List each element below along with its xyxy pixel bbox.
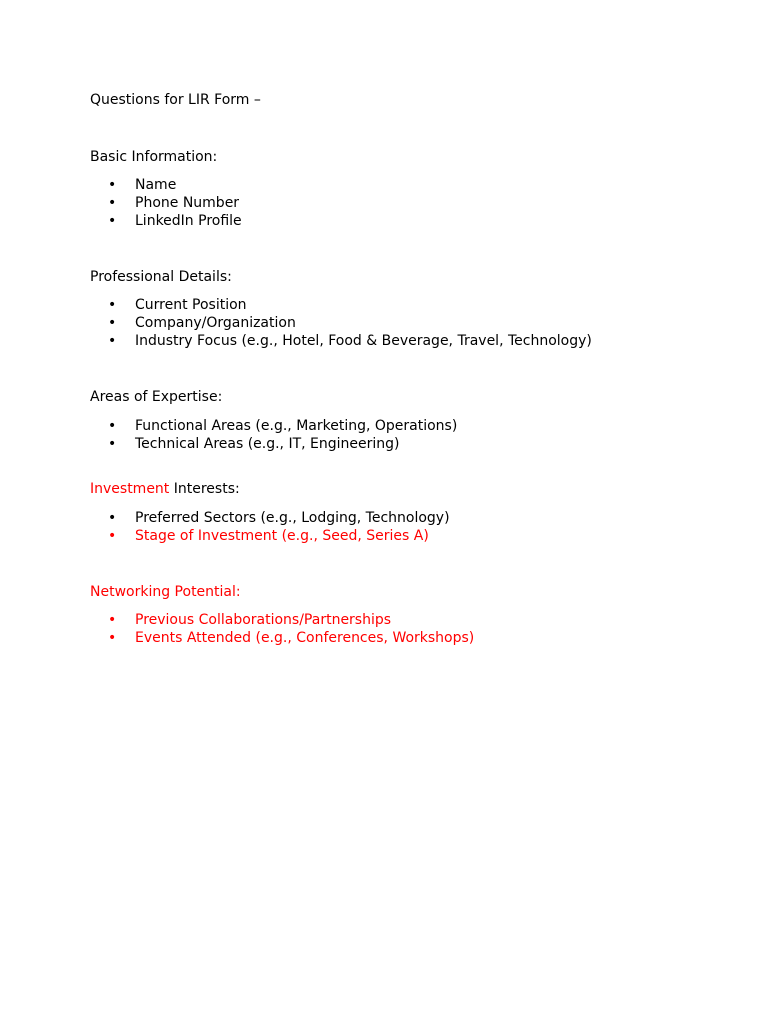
- bullet-icon: •: [108, 333, 117, 349]
- bullet-icon: •: [108, 418, 117, 434]
- bullet-icon: •: [108, 213, 117, 229]
- list-item-text: Preferred Sectors (e.g., Lodging, Technology): [135, 510, 450, 526]
- bullet-icon: •: [108, 195, 117, 211]
- bullet-icon: •: [108, 177, 117, 193]
- section-heading-professional-details: Professional Details:: [90, 269, 232, 285]
- list-item: [108, 176, 176, 194]
- document-title: Questions for LIR Form –: [90, 92, 261, 108]
- list-item-text: Technical Areas (e.g., IT, Engineering): [135, 436, 400, 452]
- list-item-text: Previous Collaborations/Partnerships: [135, 612, 392, 628]
- list-item: [108, 611, 391, 629]
- list-item: [108, 332, 592, 350]
- list-item: [108, 194, 239, 212]
- section-heading-investment-interests: [90, 480, 240, 498]
- bullet-icon: •: [108, 436, 117, 452]
- list-item-text: Current Position: [135, 297, 247, 313]
- list-item: [108, 417, 457, 435]
- bullet-icon: •: [108, 528, 117, 544]
- section-heading-basic-information: Basic Information:: [90, 149, 218, 165]
- bullet-icon: •: [108, 315, 117, 331]
- list-item: [108, 212, 242, 230]
- section-heading-networking-potential: Networking Potential:: [90, 584, 241, 600]
- list-item-text: Name: [135, 177, 177, 193]
- section-heading-areas-of-expertise: Areas of Expertise:: [90, 389, 223, 405]
- list-item: [108, 435, 400, 453]
- list-item: [108, 509, 450, 527]
- list-item: [108, 314, 296, 332]
- list-item-text: Industry Focus (e.g., Hotel, Food & Beverage, Travel, Technology): [135, 333, 592, 349]
- bullet-icon: •: [108, 510, 117, 526]
- bullet-icon: •: [108, 612, 117, 628]
- heading-highlight: Investment: [90, 481, 170, 497]
- list-item: [108, 527, 429, 545]
- list-item-text: LinkedIn Profile: [135, 213, 242, 229]
- list-item-text: Functional Areas (e.g., Marketing, Operations): [135, 418, 458, 434]
- bullet-icon: •: [108, 297, 117, 313]
- list-item: [108, 629, 474, 647]
- list-item: [108, 296, 247, 314]
- list-item-text: Stage of Investment (e.g., Seed, Series A): [135, 528, 429, 544]
- list-item-text: Phone Number: [135, 195, 240, 211]
- heading-rest: Interests:: [169, 481, 240, 497]
- list-item-text: Company/Organization: [135, 315, 296, 331]
- list-item-text: Events Attended (e.g., Conferences, Workshops): [135, 630, 475, 646]
- bullet-icon: •: [108, 630, 117, 646]
